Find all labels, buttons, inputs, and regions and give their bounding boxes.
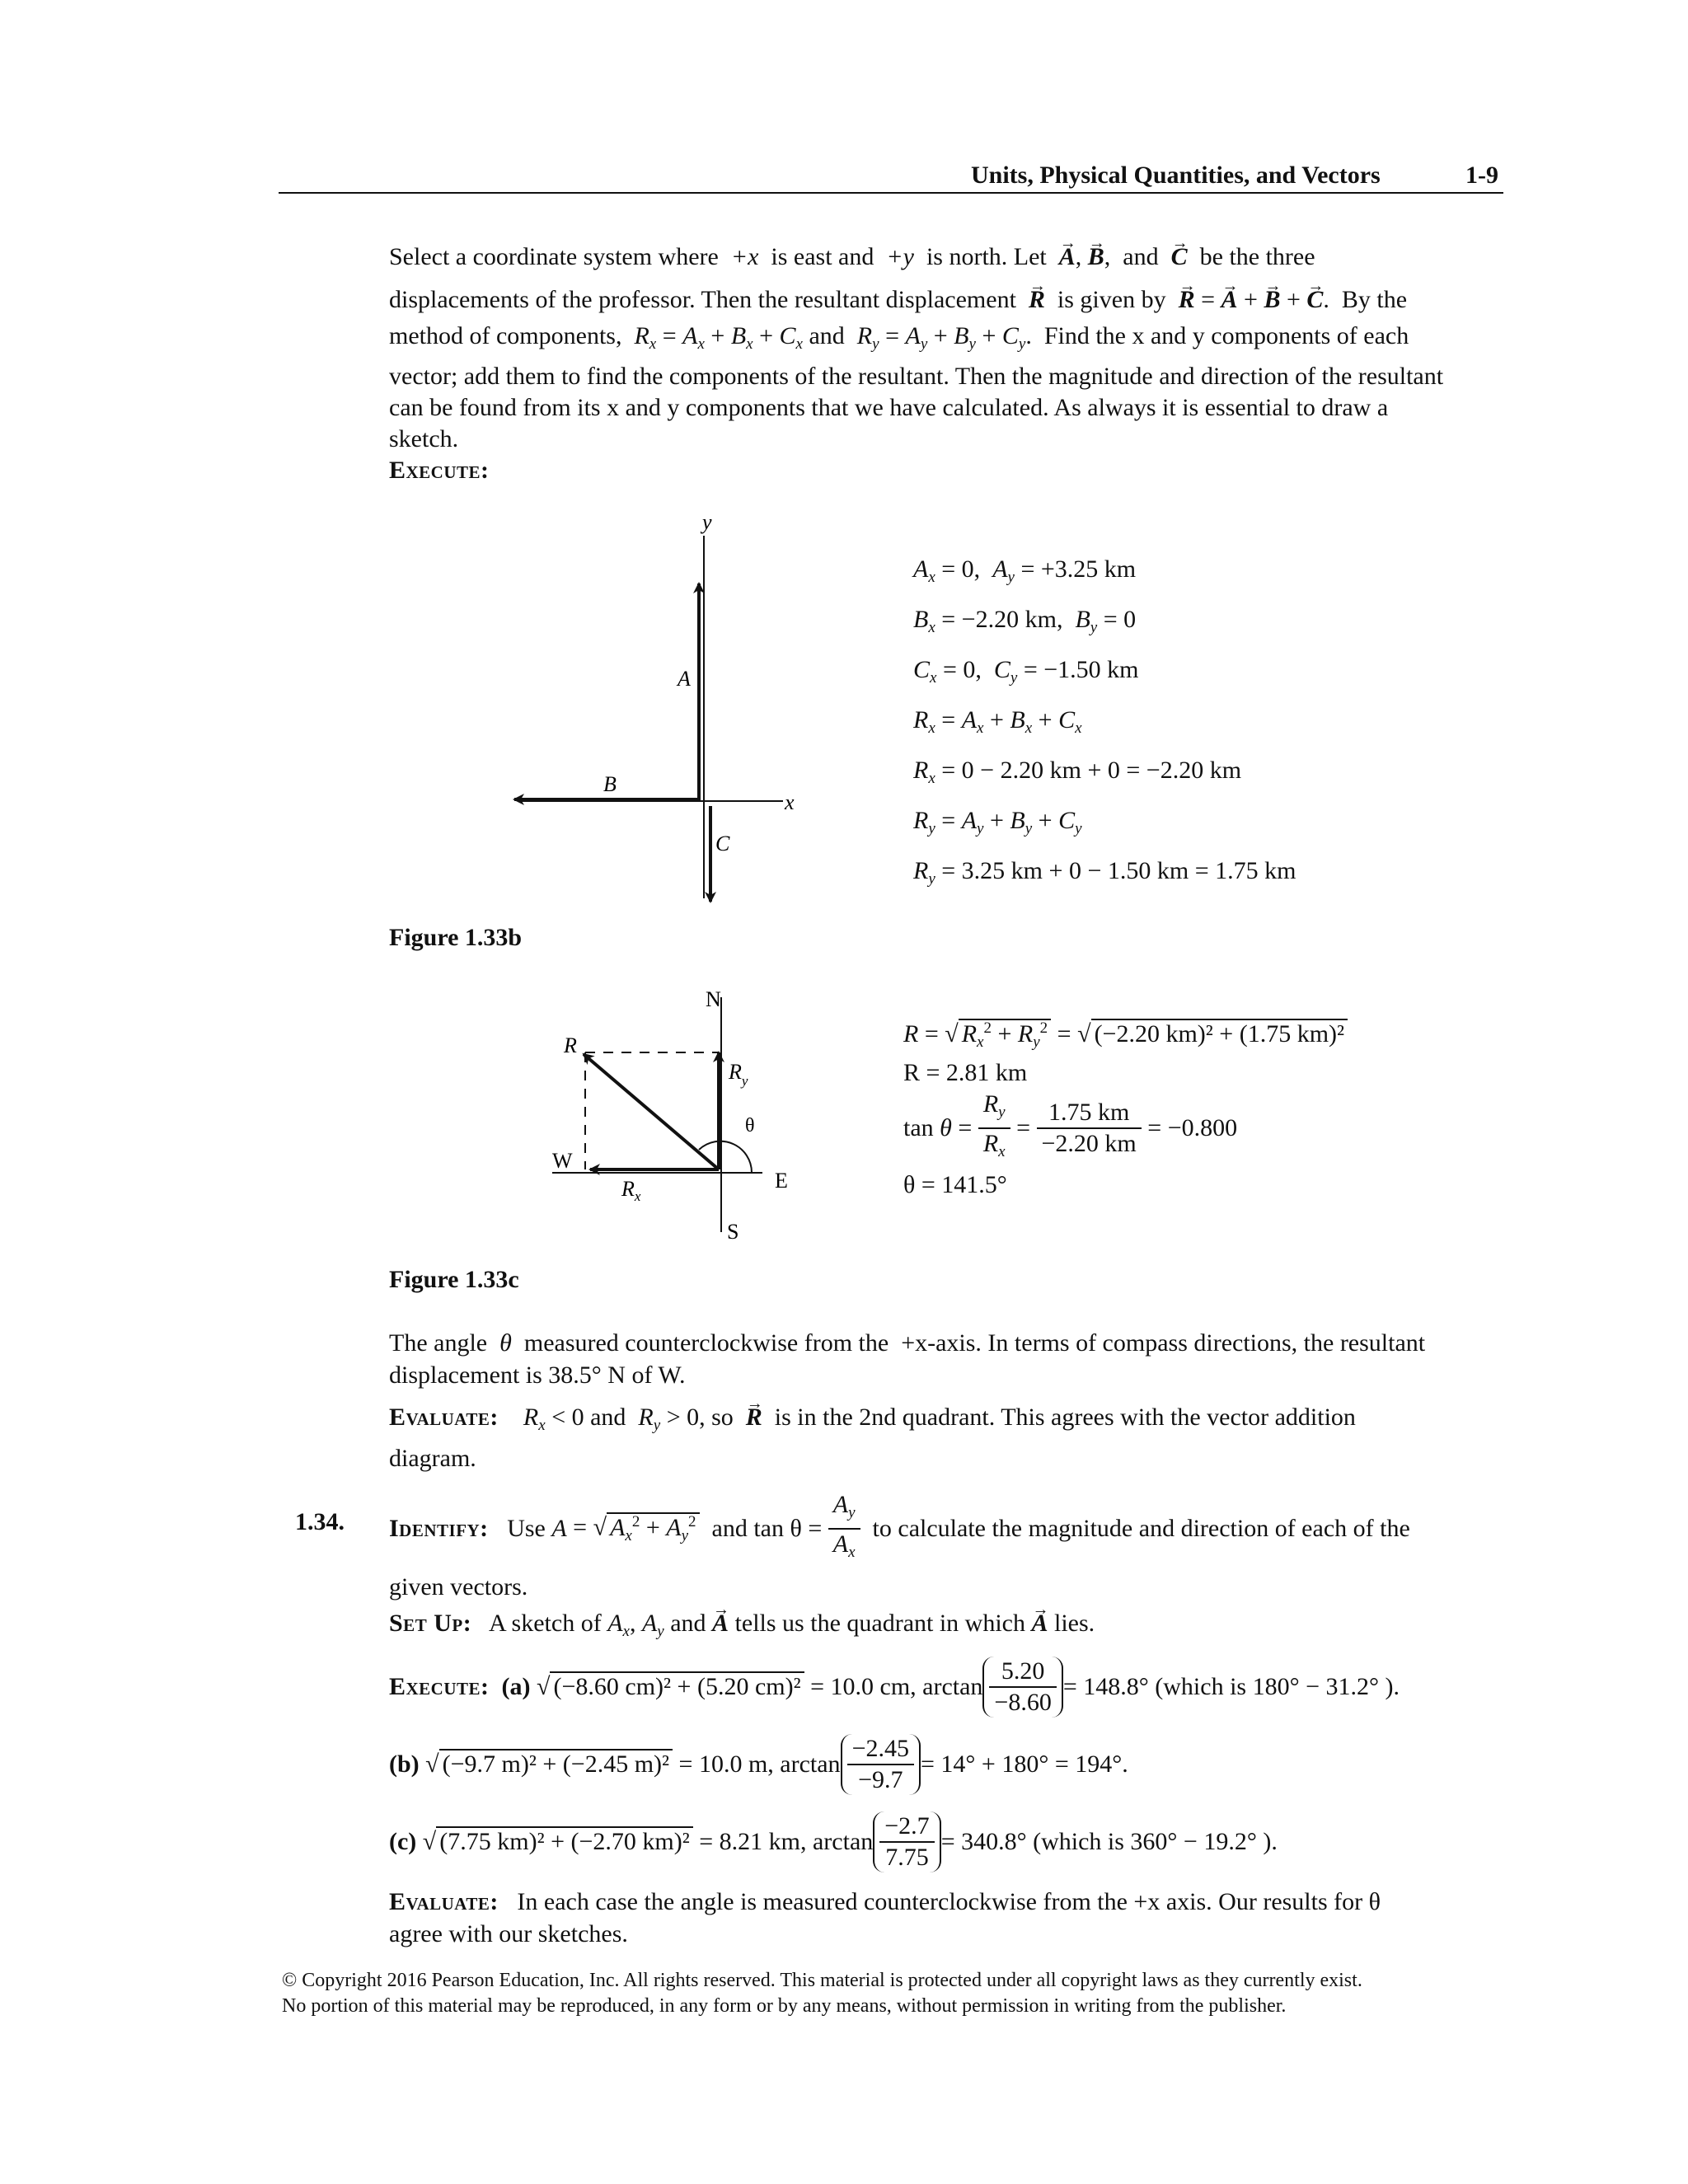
label-ry: $R_y$ [729,1060,748,1089]
compass-s: S [727,1220,739,1244]
label-theta: θ [745,1115,755,1137]
eq-r-value: R = 2.81 km [903,1059,1028,1086]
setup-line-5: can be found from its x and y components that we have calculated. As always it is essential to draw a [389,394,1389,421]
identify-line-2: given vectors. [389,1573,528,1601]
execute-b: (b) √ (−9.7 m)² + (−2.45 m)² = 10.0 m, arctan $\frac{-2.45}{-9.7}$ = 14° + 180° = 194°. [389,1735,1128,1793]
eq-tan-theta: tan θ = $\frac{R_y}{R_x}$ = $\frac{1.75 km}{-2.20 km}$ = −0.800 [903,1090,1238,1160]
figure-1-33b-caption: Figure 1.33b [389,924,523,951]
eq-theta-value: θ = 141.5° [903,1171,1007,1198]
running-header-title: Units, Physical Quantities, and Vectors [971,162,1381,189]
eq-a: $A_x = 0$, $A_y = +3.25$ km [913,555,1137,586]
eq-c: $C_x = 0$, $C_y = -1.50$ km [913,656,1139,687]
compass-w: W [552,1149,573,1173]
evaluate-1-34: Evaluate: In each case the angle is measured counterclockwise from the +x axis. Our results for θ [389,1888,1381,1915]
evaluate-1-line-2: diagram. [389,1445,476,1472]
setup-line-2: displacements of the professor. Then the resultant displacement → R is given by → R = → A + → B + → C. By the [389,284,1407,316]
evaluate-1-line-1: Evaluate: $R_x < 0$ and $R_y > 0$, so → R is in the 2nd quadrant. This agrees with the vector addition [389,1401,1356,1442]
figure-1-33b [495,511,841,907]
header-rule [279,192,1503,194]
label-r: R [564,1033,577,1057]
figure-1-33c-caption: Figure 1.33c [389,1266,519,1293]
compass-e: E [775,1169,788,1193]
eq-b: $B_x = -2.20$ km, $B_y = 0$ [913,606,1137,636]
angle-paragraph-line-2: displacement is 38.5° N of W. [389,1361,686,1389]
vector-r [584,1054,719,1169]
setup-line-4: vector; add them to find the components of the resultant. Then the magnitude and direction of the resultant [389,363,1444,390]
execute-label: Execute: [389,457,490,484]
angle-paragraph-line-1: The angle θ measured counterclockwise from the +x-axis. In terms of compass directions, the resultant [389,1329,1426,1357]
eq-rx-value: $R_x = 0 - 2.20$ km + 0 = −2.20 km [913,757,1242,787]
figure-1-33c [544,985,816,1249]
setup-line-6: sketch. [389,425,459,452]
identify-line: Identify: Use A = √ $A_x^2 + A_y^2$ and tan θ = $\frac{A_y}{A_x}$ to calculate the magnitude and direction of each of the [389,1491,1410,1561]
problem-number: 1.34. [295,1508,345,1535]
copyright-line-1: © Copyright 2016 Pearson Education, Inc. All rights reserved. This material is protected under all copyright laws as they currently exist. [282,1970,1362,1991]
label-c: C [715,832,730,855]
y-axis-label: y [702,511,712,534]
label-rx: $R_x$ [621,1177,641,1204]
execute-a: Execute: (a) √ (−8.60 cm)² + (5.20 cm)² = 10.0 cm, arctan $\frac{5.20}{-8.60}$ = 148.8° (which is 180° − 31.2° ). [389,1657,1400,1716]
compass-n: N [706,987,721,1011]
setup-line-1: Select a coordinate system where +x is east and +y is north. Let → A, → B, and → C be the three [389,241,1315,274]
eq-rx: $R_x = A_x + B_x + C_x$ [913,706,1082,737]
component-equations [913,548,1296,900]
copyright-line-2: No portion of this material may be reproduced, in any form or by any means, without permission in writing from the publisher. [282,1995,1287,2017]
label-b: B [603,772,617,796]
x-axis-label: x [785,790,795,814]
execute-c: (c) √ (7.75 km)² + (−2.70 km)² = 8.21 km, arctan $\frac{-2.7}{7.75}$ = 340.8° (which is 360° − 19.2° ). [389,1812,1278,1871]
setup-line-3: method of components, $R_x = A_x + B_x + C_x$ and $R_y = A_y + B_y + C_y$. Find the x and y components of each [389,322,1409,353]
evaluate-1-34-line-2: agree with our sketches. [389,1920,628,1947]
eq-r-magnitude: R = √ $R_x^2 + R_y^2$ = √ (−2.20 km)² + (1.75 km)² [903,1012,1348,1059]
eq-ry-value: $R_y = 3.25$ km + 0 − 1.50 km = 1.75 km [913,857,1296,888]
label-a: A [678,667,691,691]
eq-ry: $R_y = A_y + B_y + C_y$ [913,807,1082,837]
setup-1-34: Set Up: A sketch of $A_x$, $A_y$ and → A tells us the quadrant in which → A lies. [389,1607,1095,1648]
page-number: 1-9 [1465,162,1498,189]
